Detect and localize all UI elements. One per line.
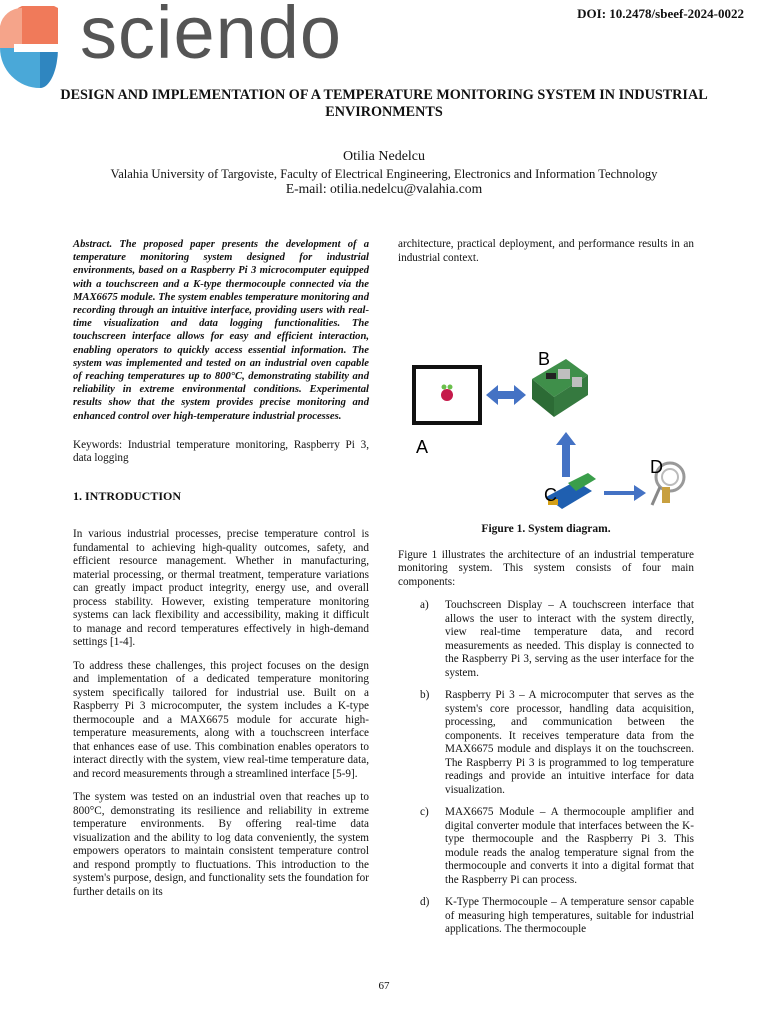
list-item-text: MAX6675 Module – A thermocouple amplifier and digital converter module that interfaces between the K-type thermocouple and the Raspberry Pi 3. This module reads the analog temperature signal from the thermocouple and converts it into a digital format that the Raspberry Pi can process. [445, 806, 694, 886]
system-diagram-figure [398, 287, 694, 517]
author-email: E-mail: otilia.nedelcu@valahia.com [285, 181, 483, 196]
intro-paragraph-2: To address these challenges, this project focuses on the design and implementation of a dedicated temperature monitoring system specifically tailored for industrial use. Built on a Raspberry Pi 3 microcomputer, the system includes a K-type thermocouple and a MAX6675 module for accurate high-temperature measurements, along with a touchscreen interface that enhances ease of use. This combination enables operators to interact directly with the system, view real-time temperature data, and record measurements through a streamlined interface [5-9]. [73, 659, 369, 780]
sciendo-mark-icon [0, 6, 58, 90]
architecture-intro: Figure 1 illustrates the architecture of an industrial temperature monitoring system. This system consists of four main components: [398, 548, 694, 588]
list-item-text: Raspberry Pi 3 – A microcomputer that serves as the system's core processor, handling data acquisition, processing, and communication between the components. It receives temperature data from the MAX6675 module and displays it on the touchscreen. The Raspberry Pi 3 is programmed to log temperature readings and provide an intuitive interface for data visualization. [445, 689, 694, 796]
section-heading-introduction: 1. INTRODUCTION [73, 488, 182, 503]
component-list [398, 599, 694, 937]
list-item [398, 689, 694, 797]
abstract-text: The proposed paper presents the development of a temperature monitoring system designed for industrial environments, based on a Raspberry Pi 3 microcomputer equipped with a touchscreen and a K-type thermocouple connected via the MAX6675 module. The system enables temperature monitoring and recording through an intuitive interface, providing users with real-time visualization and data logging functionalities. The touchscreen interface allows for easy and efficient interaction, enabling operators to quickly access essential information. The system was implemented and tested on an industrial oven capable of reaching temperatures up to 800°C, demonstrating stability and reliability in extreme environmental conditions. Experimental results show that the system provides precise monitoring and enhanced control over high-temperature industrial processes. [73, 239, 369, 422]
list-item [398, 599, 694, 680]
intro-paragraph-1: In various industrial processes, precise temperature control is fundamental to achieving high-quality outcomes, safety, and efficient resource management. Whether in manufacturing, material processing, or thermal treatment, temperature variations can greatly impact product integrity, energy use, and overall process stability. However, existing temperature monitoring systems can lack flexibility and accessibility, making it difficult to manage and record temperatures effectively in high-demand settings [1-4]. [73, 528, 369, 649]
label-b: B [538, 349, 551, 369]
doi-label: DOI: 10.2478/sbeef-2024-0022 [577, 6, 744, 21]
abstract [73, 238, 369, 423]
up-arrow-icon [556, 432, 576, 477]
right-arrow-icon [604, 485, 646, 501]
page-number: 67 [378, 980, 390, 992]
intro-paragraph-3-continued: architecture, practical deployment, and performance results in an industrial context. [398, 238, 694, 264]
figure-caption: Figure 1. System diagram. [481, 523, 611, 535]
left-column [73, 238, 369, 909]
author-name: Otilia Nedelcu [342, 149, 426, 164]
list-marker: d) [420, 896, 430, 908]
right-column [398, 238, 694, 946]
list-item-text: K-Type Thermocouple – A temperature sensor capable of measuring high temperatures, suitable for industrial applications. The thermocouple [445, 896, 694, 935]
list-marker: a) [420, 599, 429, 611]
double-arrow-icon [486, 385, 526, 405]
paper-title: DESIGN AND IMPLEMENTATION OF A TEMPERATURE MONITORING SYSTEM IN INDUSTRIAL ENVIRONMENTS [60, 87, 708, 120]
author-affiliation: Valahia University of Targoviste, Faculty of Electrical Engineering, Electronics and Information Technology [110, 167, 658, 181]
label-c: C [544, 485, 557, 505]
list-item [398, 806, 694, 887]
label-d: D [650, 457, 663, 477]
list-marker: c) [420, 806, 429, 818]
sciendo-wordmark: sciendo [80, 0, 343, 74]
intro-paragraph-3: The system was tested on an industrial oven that reaches up to 800°C, demonstrating its resilience and reliability in extreme temperature environments. By offering real-time data visualization and the ability to log data conveniently, the system empowers operators to maintain consistent temperature control and respond promptly to fluctuations. This introduction to the system's purpose, design, and functionality sets the foundation for further details on its [73, 791, 369, 898]
sciendo-logo [0, 0, 400, 88]
abstract-label: Abstract. [73, 239, 113, 250]
touchscreen-icon [414, 367, 480, 423]
system-diagram [398, 287, 694, 517]
list-marker: b) [420, 689, 430, 701]
list-item-text: Touchscreen Display – A touchscreen interface that allows the user to interact with the system directly, view real-time temperature data, and record measurements as needed. This display is connected to the Raspberry Pi 3, serving as the user interface for the system. [445, 599, 694, 679]
keywords: Keywords: Industrial temperature monitoring, Raspberry Pi 3, data logging [73, 438, 369, 465]
label-a: A [416, 437, 429, 457]
list-item [398, 896, 694, 937]
